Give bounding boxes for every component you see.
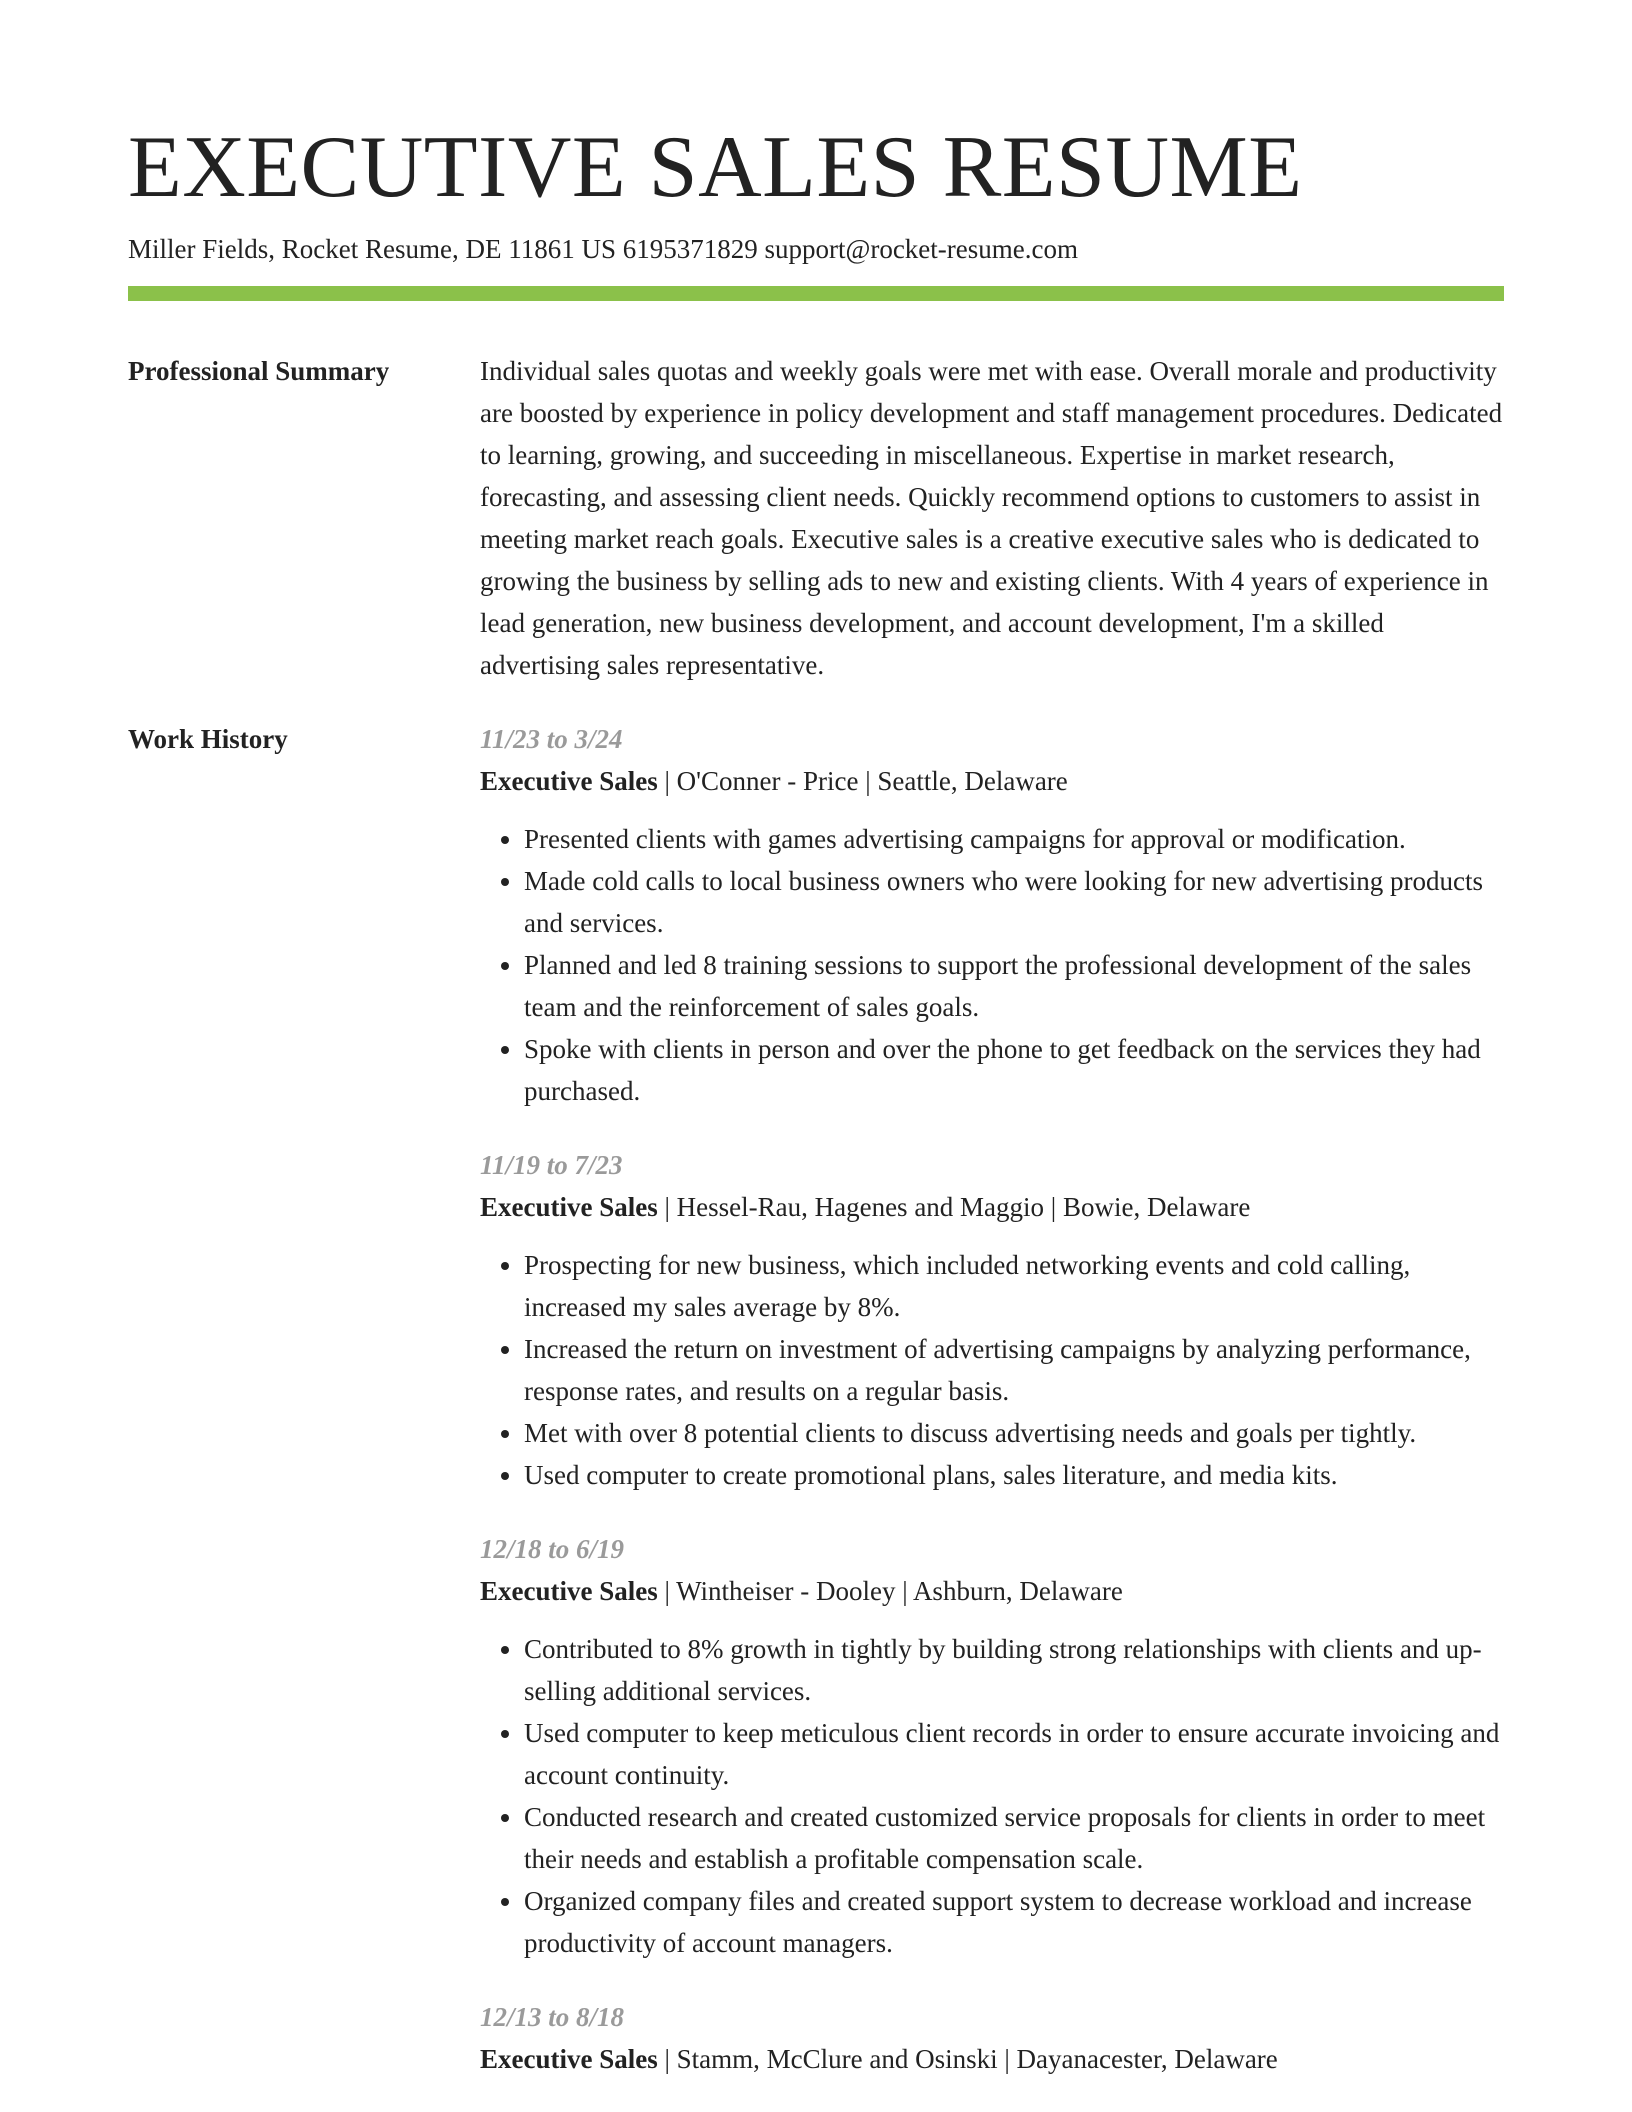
job-entry bbox=[480, 1528, 1504, 1964]
separator: | bbox=[657, 1576, 677, 1606]
separator: | bbox=[1044, 1192, 1063, 1222]
job-company: O'Conner - Price bbox=[676, 766, 859, 796]
job-date: 11/19 to 7/23 bbox=[480, 1150, 623, 1180]
job-date: 12/18 to 6/19 bbox=[480, 1534, 625, 1564]
job-title: Executive Sales bbox=[480, 1576, 658, 1606]
job-location: Bowie, Delaware bbox=[1062, 1192, 1251, 1222]
job-heading-line bbox=[480, 1186, 1504, 1228]
accent-divider bbox=[128, 286, 1504, 301]
job-bullet-list bbox=[480, 1628, 1504, 1964]
separator: | bbox=[997, 2044, 1017, 2074]
separator: | bbox=[858, 766, 878, 796]
resume-title: EXECUTIVE SALES RESUME bbox=[128, 119, 1303, 216]
job-entry bbox=[480, 718, 1504, 1112]
separator: | bbox=[657, 2044, 677, 2074]
job-location: Ashburn, Delaware bbox=[912, 1576, 1123, 1606]
job-bullet: • Planned and led 8 training sessions to support the professional development of the sales team and the reinforcement of sales goals. bbox=[524, 944, 1504, 1028]
summary-body bbox=[480, 350, 1504, 686]
job-bullet: • Made cold calls to local business owners who were looking for new advertising products and services. bbox=[524, 860, 1504, 944]
work-history-heading: Work History bbox=[128, 724, 288, 754]
job-list bbox=[480, 718, 1504, 2112]
summary-text: Individual sales quotas and weekly goals were met with ease. Overall morale and productivity are boosted by experience in policy development and staff management procedures. Dedicated to learning, growing, and succeeding in miscellaneous. Expertise in market research, forecasting, and assessing client needs. Quickly recommend options to customers to assist in meeting market reach goals. Executive sales is a creative executive sales who is dedicated to growing the business by selling ads to new and existing clients. With 4 years of experience in lead generation, new business development, and account development, I'm a skilled advertising sales representative. bbox=[480, 356, 1503, 680]
job-heading-line bbox=[480, 2038, 1504, 2080]
job-entry bbox=[480, 1996, 1504, 2080]
contact-line: Miller Fields, Rocket Resume, DE 11861 US 6195371829 support@rocket-resume.com bbox=[128, 234, 1078, 264]
job-bullet: • Spoke with clients in person and over the phone to get feedback on the services they had purchased. bbox=[524, 1028, 1504, 1112]
job-bullet-list bbox=[480, 1244, 1504, 1496]
job-heading-line bbox=[480, 760, 1504, 802]
job-company: Stamm, McClure and Osinski bbox=[676, 2044, 998, 2074]
job-location: Seattle, Delaware bbox=[877, 766, 1068, 796]
job-entry bbox=[480, 1144, 1504, 1496]
job-bullet: • Contributed to 8% growth in tightly by building strong relationships with clients and up-selling additional services. bbox=[524, 1628, 1504, 1712]
job-bullet: • Organized company files and created support system to decrease workload and increase productivity of account managers. bbox=[524, 1880, 1504, 1964]
job-company: Hessel-Rau, Hagenes and Maggio bbox=[676, 1192, 1045, 1222]
summary-section bbox=[128, 350, 1504, 690]
job-bullet: • Increased the return on investment of advertising campaigns by analyzing performance, response rates, and results on a regular basis. bbox=[524, 1328, 1504, 1412]
job-title: Executive Sales bbox=[480, 2044, 658, 2074]
job-bullet: • Prospecting for new business, which included networking events and cold calling, increased my sales average by 8%. bbox=[524, 1244, 1504, 1328]
job-bullet-list bbox=[480, 818, 1504, 1112]
job-bullet: • Met with over 8 potential clients to discuss advertising needs and goals per tightly. bbox=[524, 1412, 1504, 1454]
job-date: 11/23 to 3/24 bbox=[480, 724, 623, 754]
separator: | bbox=[657, 1192, 677, 1222]
job-date: 12/13 to 8/18 bbox=[480, 2002, 625, 2032]
separator: | bbox=[657, 766, 677, 796]
job-bullet: • Used computer to keep meticulous client records in order to ensure accurate invoicing and account continuity. bbox=[524, 1712, 1504, 1796]
job-title: Executive Sales bbox=[480, 1192, 658, 1222]
job-title: Executive Sales bbox=[480, 766, 658, 796]
job-heading-line bbox=[480, 1570, 1504, 1612]
job-bullet: • Presented clients with games advertising campaigns for approval or modification. bbox=[524, 818, 1504, 860]
job-location: Dayanacester, Delaware bbox=[1016, 2044, 1278, 2074]
separator: | bbox=[895, 1576, 913, 1606]
job-bullet: • Conducted research and created customized service proposals for clients in order to meet their needs and establish a profitable compensation scale. bbox=[524, 1796, 1504, 1880]
job-company: Wintheiser - Dooley bbox=[676, 1576, 896, 1606]
job-bullet: • Used computer to create promotional plans, sales literature, and media kits. bbox=[524, 1454, 1504, 1496]
summary-heading: Professional Summary bbox=[128, 356, 390, 386]
